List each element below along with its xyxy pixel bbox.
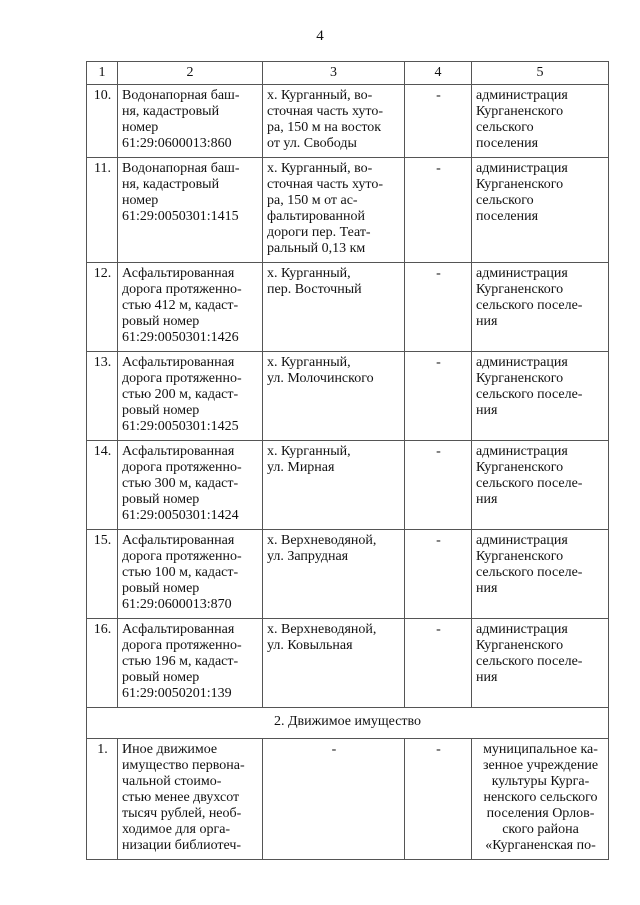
table-row	[87, 352, 609, 441]
object-location: х. Курганный, ул. Мирная	[263, 441, 405, 530]
table-row	[87, 441, 609, 530]
row-number: 12.	[87, 263, 118, 352]
row-number: 10.	[87, 85, 118, 158]
column-header-4: 4	[405, 62, 472, 85]
object-holder: администрация Курганенского сельского поселения	[472, 158, 609, 263]
row-number: 15.	[87, 530, 118, 619]
table-header-row	[87, 62, 609, 85]
row-number: 11.	[87, 158, 118, 263]
section-heading-row	[87, 708, 609, 739]
table-row	[87, 619, 609, 708]
row-number: 16.	[87, 619, 118, 708]
object-name: Асфальтированная дорога протяженно- стью 196 м, кадаст- ровый номер 61:29:0050201:139	[118, 619, 263, 708]
column-header-2: 2	[118, 62, 263, 85]
row-number: 13.	[87, 352, 118, 441]
object-location: х. Курганный, пер. Восточный	[263, 263, 405, 352]
object-name: Асфальтированная дорога протяженно- стью 300 м, кадаст- ровый номер 61:29:0050301:1424	[118, 441, 263, 530]
object-name: Иное движимое имущество первона- чальной стоимо- стью менее двухсот тысяч рублей, необ- ходимое для орга- низации библиотеч-	[118, 739, 263, 860]
object-location: х. Верхневодяной, ул. Запрудная	[263, 530, 405, 619]
column-header-5: 5	[472, 62, 609, 85]
row-number: 14.	[87, 441, 118, 530]
object-name: Асфальтированная дорога протяженно- стью 100 м, кадаст- ровый номер 61:29:0600013:870	[118, 530, 263, 619]
object-col4: -	[405, 85, 472, 158]
object-name: Асфальтированная дорога протяженно- стью 412 м, кадаст- ровый номер 61:29:0050301:1426	[118, 263, 263, 352]
table-row	[87, 530, 609, 619]
object-location: х. Курганный, во- сточная часть хуто- ра, 150 м от ас- фальтированной дороги пер. Теат- ральный 0,13 км	[263, 158, 405, 263]
object-col4: -	[405, 441, 472, 530]
table-row	[87, 739, 609, 860]
object-holder: администрация Курганенского сельского поселе- ния	[472, 619, 609, 708]
section-title: 2. Движимое имущество	[87, 708, 609, 739]
object-location: -	[263, 739, 405, 860]
object-holder: администрация Курганенского сельского поселе- ния	[472, 530, 609, 619]
table-row	[87, 263, 609, 352]
object-holder: муниципальное ка- зенное учреждение культуры Курга- ненского сельского поселения Орлов- ского района «Курганенская по-	[472, 739, 609, 860]
object-name: Водонапорная баш- ня, кадастровый номер 61:29:0600013:860	[118, 85, 263, 158]
object-holder: администрация Курганенского сельского поселения	[472, 85, 609, 158]
object-col4: -	[405, 530, 472, 619]
object-location: х. Курганный, ул. Молочинского	[263, 352, 405, 441]
table-row	[87, 158, 609, 263]
object-col4: -	[405, 158, 472, 263]
page-number: 4	[316, 28, 324, 44]
object-col4: -	[405, 619, 472, 708]
object-holder: администрация Курганенского сельского поселе- ния	[472, 441, 609, 530]
object-col4: -	[405, 352, 472, 441]
row-number: 1.	[87, 739, 118, 860]
object-name: Водонапорная баш- ня, кадастровый номер 61:29:0050301:1415	[118, 158, 263, 263]
column-header-3: 3	[263, 62, 405, 85]
object-col4: -	[405, 739, 472, 860]
table-row	[87, 85, 609, 158]
object-holder: администрация Курганенского сельского поселе- ния	[472, 352, 609, 441]
object-col4: -	[405, 263, 472, 352]
object-location: х. Курганный, во- сточная часть хуто- ра, 150 м на восток от ул. Свободы	[263, 85, 405, 158]
object-location: х. Верхневодяной, ул. Ковыльная	[263, 619, 405, 708]
object-holder: администрация Курганенского сельского поселе- ния	[472, 263, 609, 352]
column-header-1: 1	[87, 62, 118, 85]
object-name: Асфальтированная дорога протяженно- стью 200 м, кадаст- ровый номер 61:29:0050301:1425	[118, 352, 263, 441]
property-registry-table	[86, 61, 609, 860]
